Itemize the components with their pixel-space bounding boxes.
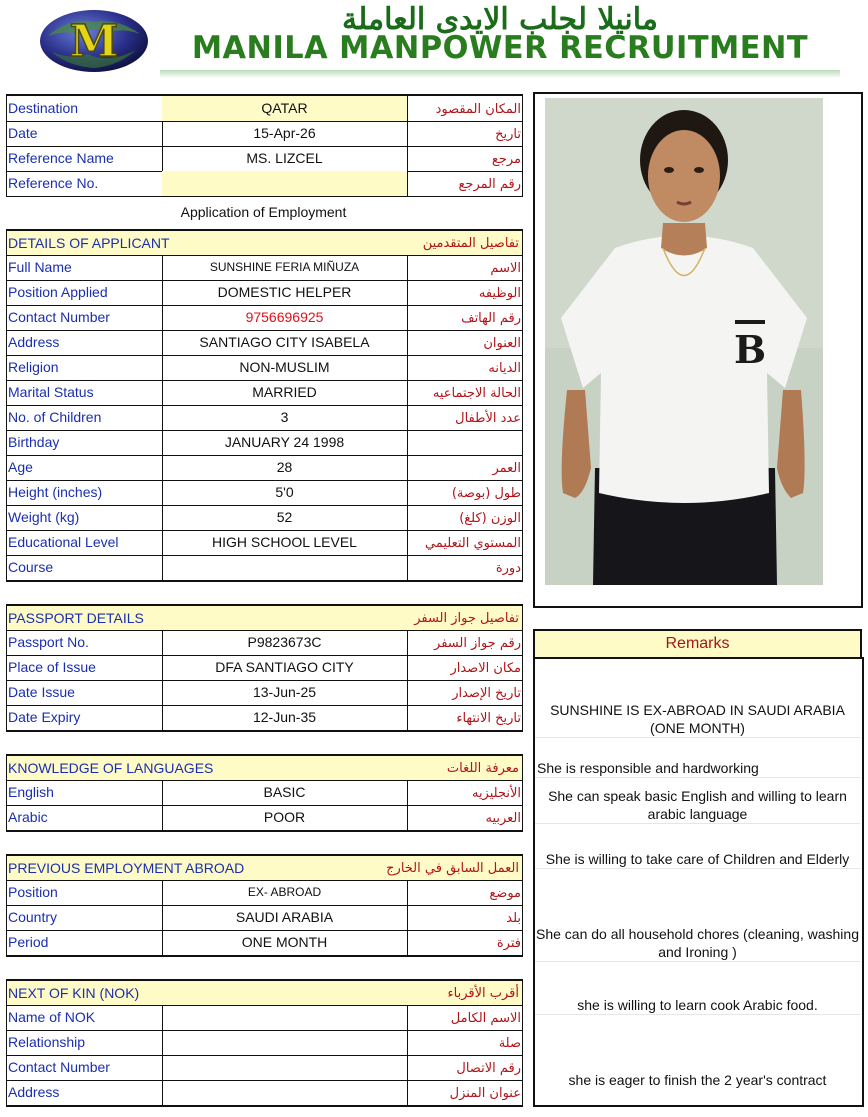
field-label-arabic: الوزن (كلغ) [459,511,521,526]
row-full-name [6,255,523,281]
field-label: Destination [7,96,163,121]
field-label-arabic: صلة [498,1036,521,1051]
section-title: PREVIOUS EMPLOYMENT ABROAD [8,860,245,876]
field-label: Place of Issue [7,655,163,680]
row-birthday [6,430,523,456]
field-label: Full Name [7,255,163,280]
row-position-applied [6,280,523,306]
field-value: JANUARY 24 1998 [162,430,408,455]
field-label-arabic: المستوي التعليمي [425,536,521,551]
applicant-photo [545,98,823,585]
row-destination [6,94,523,122]
field-label-arabic: مكان الاصدار [450,661,521,676]
remark-item: She is willing to take care of Children and Elderly [535,850,860,869]
field-label-arabic: عدد الأطفال [455,411,521,426]
section-title-arabic: العمل السابق في الخارج [386,861,519,876]
field-label-arabic: رقم الاتصال [456,1061,521,1076]
row-nok-address [6,1080,523,1107]
field-label-arabic [408,430,523,455]
row-prev-position [6,880,523,906]
row-reference-name [6,146,523,172]
logo-letter: M [69,16,119,67]
section-applicant-heading [6,229,523,256]
row-reference-no [6,171,523,197]
field-value: MS. LIZCEL [162,146,408,171]
remark-item: She is responsible and hardworking [535,759,860,778]
field-label-arabic: بلد [506,911,521,926]
row-religion [6,355,523,381]
field-value: BASIC [162,780,408,805]
field-label: English [7,780,163,805]
remark-item: She can speak basic English and willing to learn arabic language [535,787,860,824]
field-label-arabic: الديانه [488,361,521,376]
field-value: 12-Jun-35 [162,705,408,730]
field-value: SANTIAGO CITY ISABELA [162,330,408,355]
field-label-arabic: مرجع [491,152,521,167]
row-age [6,455,523,481]
field-value: POOR [162,805,408,830]
field-value: 15-Apr-26 [162,121,408,146]
field-label-arabic: طول (بوصة) [451,486,521,501]
field-label-arabic: الأنجليزيه [471,786,521,801]
field-value: 5'0 [162,480,408,505]
row-children [6,405,523,431]
field-label-arabic: دورة [495,561,521,576]
field-label: Address [7,330,163,355]
row-course [6,555,523,582]
field-label: Date Expiry [7,705,163,730]
field-label: Marital Status [7,380,163,405]
field-label-arabic: العنوان [483,336,521,351]
field-label-arabic: الاسم الكامل [450,1011,521,1026]
remark-item: she is willing to learn cook Arabic food. [535,996,860,1015]
field-value: P9823673C [162,630,408,655]
field-label: Position [7,880,163,905]
field-label: Name of NOK [7,1005,163,1030]
field-label: Religion [7,355,163,380]
field-label: Period [7,930,163,955]
application-title: Application of Employment [180,204,347,220]
row-prev-period [6,930,523,957]
row-height [6,480,523,506]
field-label: Date [7,121,163,146]
row-english [6,780,523,806]
field-label-arabic: العربيه [485,811,521,826]
field-label: Reference Name [7,146,163,171]
row-address [6,330,523,356]
field-value: MARRIED [162,380,408,405]
section-passport-heading [6,604,523,631]
field-label: Contact Number [7,305,163,330]
field-label-arabic: رقم الهاتف [461,311,521,326]
field-value: HIGH SCHOOL LEVEL [162,530,408,555]
field-label: Age [7,455,163,480]
field-label-arabic: الحالة الاجتماعيه [432,386,521,401]
field-label-arabic: عنوان المنزل [449,1086,521,1101]
field-value: DFA SANTIAGO CITY [162,655,408,680]
company-logo [38,8,150,74]
section-title-arabic: تفاصيل جواز السفر [414,611,519,626]
field-label-arabic: موضع [489,886,521,901]
field-value: SAUDI ARABIA [162,905,408,930]
field-label: No. of Children [7,405,163,430]
field-label-arabic: العمر [492,461,521,476]
row-date [6,121,523,147]
row-marital-status [6,380,523,406]
section-title-arabic: أقرب الأقرباء [447,986,519,1001]
section-next-of-kin-heading [6,979,523,1006]
field-value: 9756696925 [162,305,408,330]
section-title: NEXT OF KIN (NOK) [8,985,140,1001]
row-prev-country [6,905,523,931]
field-label: Birthday [7,430,163,455]
field-value [162,1080,408,1105]
field-label: Weight (kg) [7,505,163,530]
field-label: Address [7,1080,163,1105]
field-value: 52 [162,505,408,530]
field-label-arabic: المكان المقصود [435,102,521,117]
row-passport-no [6,630,523,656]
field-label: Country [7,905,163,930]
field-value: NON-MUSLIM [162,355,408,380]
field-value: SUNSHINE FERIA MIÑUZA [162,255,408,280]
arabic-company-title: مانيلا لجلب الايدى العاملة [342,2,658,37]
remark-item: she is eager to finish the 2 year's contract [568,1072,827,1088]
field-label-arabic: الاسم [490,261,521,276]
row-nok-name [6,1005,523,1031]
field-value: 13-Jun-25 [162,680,408,705]
field-label: Relationship [7,1030,163,1055]
field-label: Passport No. [7,630,163,655]
section-title: KNOWLEDGE OF LANGUAGES [8,760,214,776]
field-label: Reference No. [7,171,163,196]
section-title-arabic: تفاصيل المتقدمين [422,236,519,251]
field-label: Date Issue [7,680,163,705]
section-title: DETAILS OF APPLICANT [8,235,170,251]
header-underline [160,70,840,78]
remark-item: SUNSHINE IS EX-ABROAD IN SAUDI ARABIA (ONE MONTH) [535,701,860,738]
row-date-issue [6,680,523,706]
row-weight [6,505,523,531]
field-label-arabic: الوظيفه [478,286,521,301]
field-value: QATAR [162,96,408,121]
row-nok-relationship [6,1030,523,1056]
section-title-arabic: معرفة اللغات [446,761,519,776]
section-previous-employment-heading [6,854,523,881]
field-value: 3 [162,405,408,430]
field-value [162,171,408,196]
field-label: Arabic [7,805,163,830]
field-value [162,1030,408,1055]
section-title: PASSPORT DETAILS [8,610,144,626]
field-label: Course [7,555,163,580]
field-label-arabic: تاريخ [495,127,521,142]
field-label-arabic: رقم جواز السفر [434,636,521,651]
field-value: EX- ABROAD [162,880,408,905]
field-label-arabic: فترة [496,936,521,951]
field-value [162,555,408,580]
field-value [162,1005,408,1030]
field-label-arabic: رقم المرجع [458,177,521,192]
row-date-expiry [6,705,523,732]
row-nok-contact [6,1055,523,1081]
field-label: Contact Number [7,1055,163,1080]
field-label: Educational Level [7,530,163,555]
row-arabic [6,805,523,832]
applicant-photo-frame [533,92,863,608]
field-label-arabic: تاريخ الانتهاء [456,711,521,726]
remarks-heading: Remarks [533,629,862,659]
field-value: ONE MONTH [162,930,408,955]
row-education [6,530,523,556]
svg-text:B: B [733,327,767,372]
remark-item: She can do all household chores (cleaning, washing and Ironing ) [536,926,859,960]
field-label: Position Applied [7,280,163,305]
field-value: 28 [162,455,408,480]
company-title: MANILA MANPOWER RECRUITMENT [191,30,809,66]
field-label-arabic: تاريخ الإصدار [452,686,521,701]
section-languages-heading [6,754,523,781]
row-place-of-issue [6,655,523,681]
field-value: DOMESTIC HELPER [162,280,408,305]
field-label: Height (inches) [7,480,163,505]
field-value [162,1055,408,1080]
row-contact-number [6,305,523,331]
